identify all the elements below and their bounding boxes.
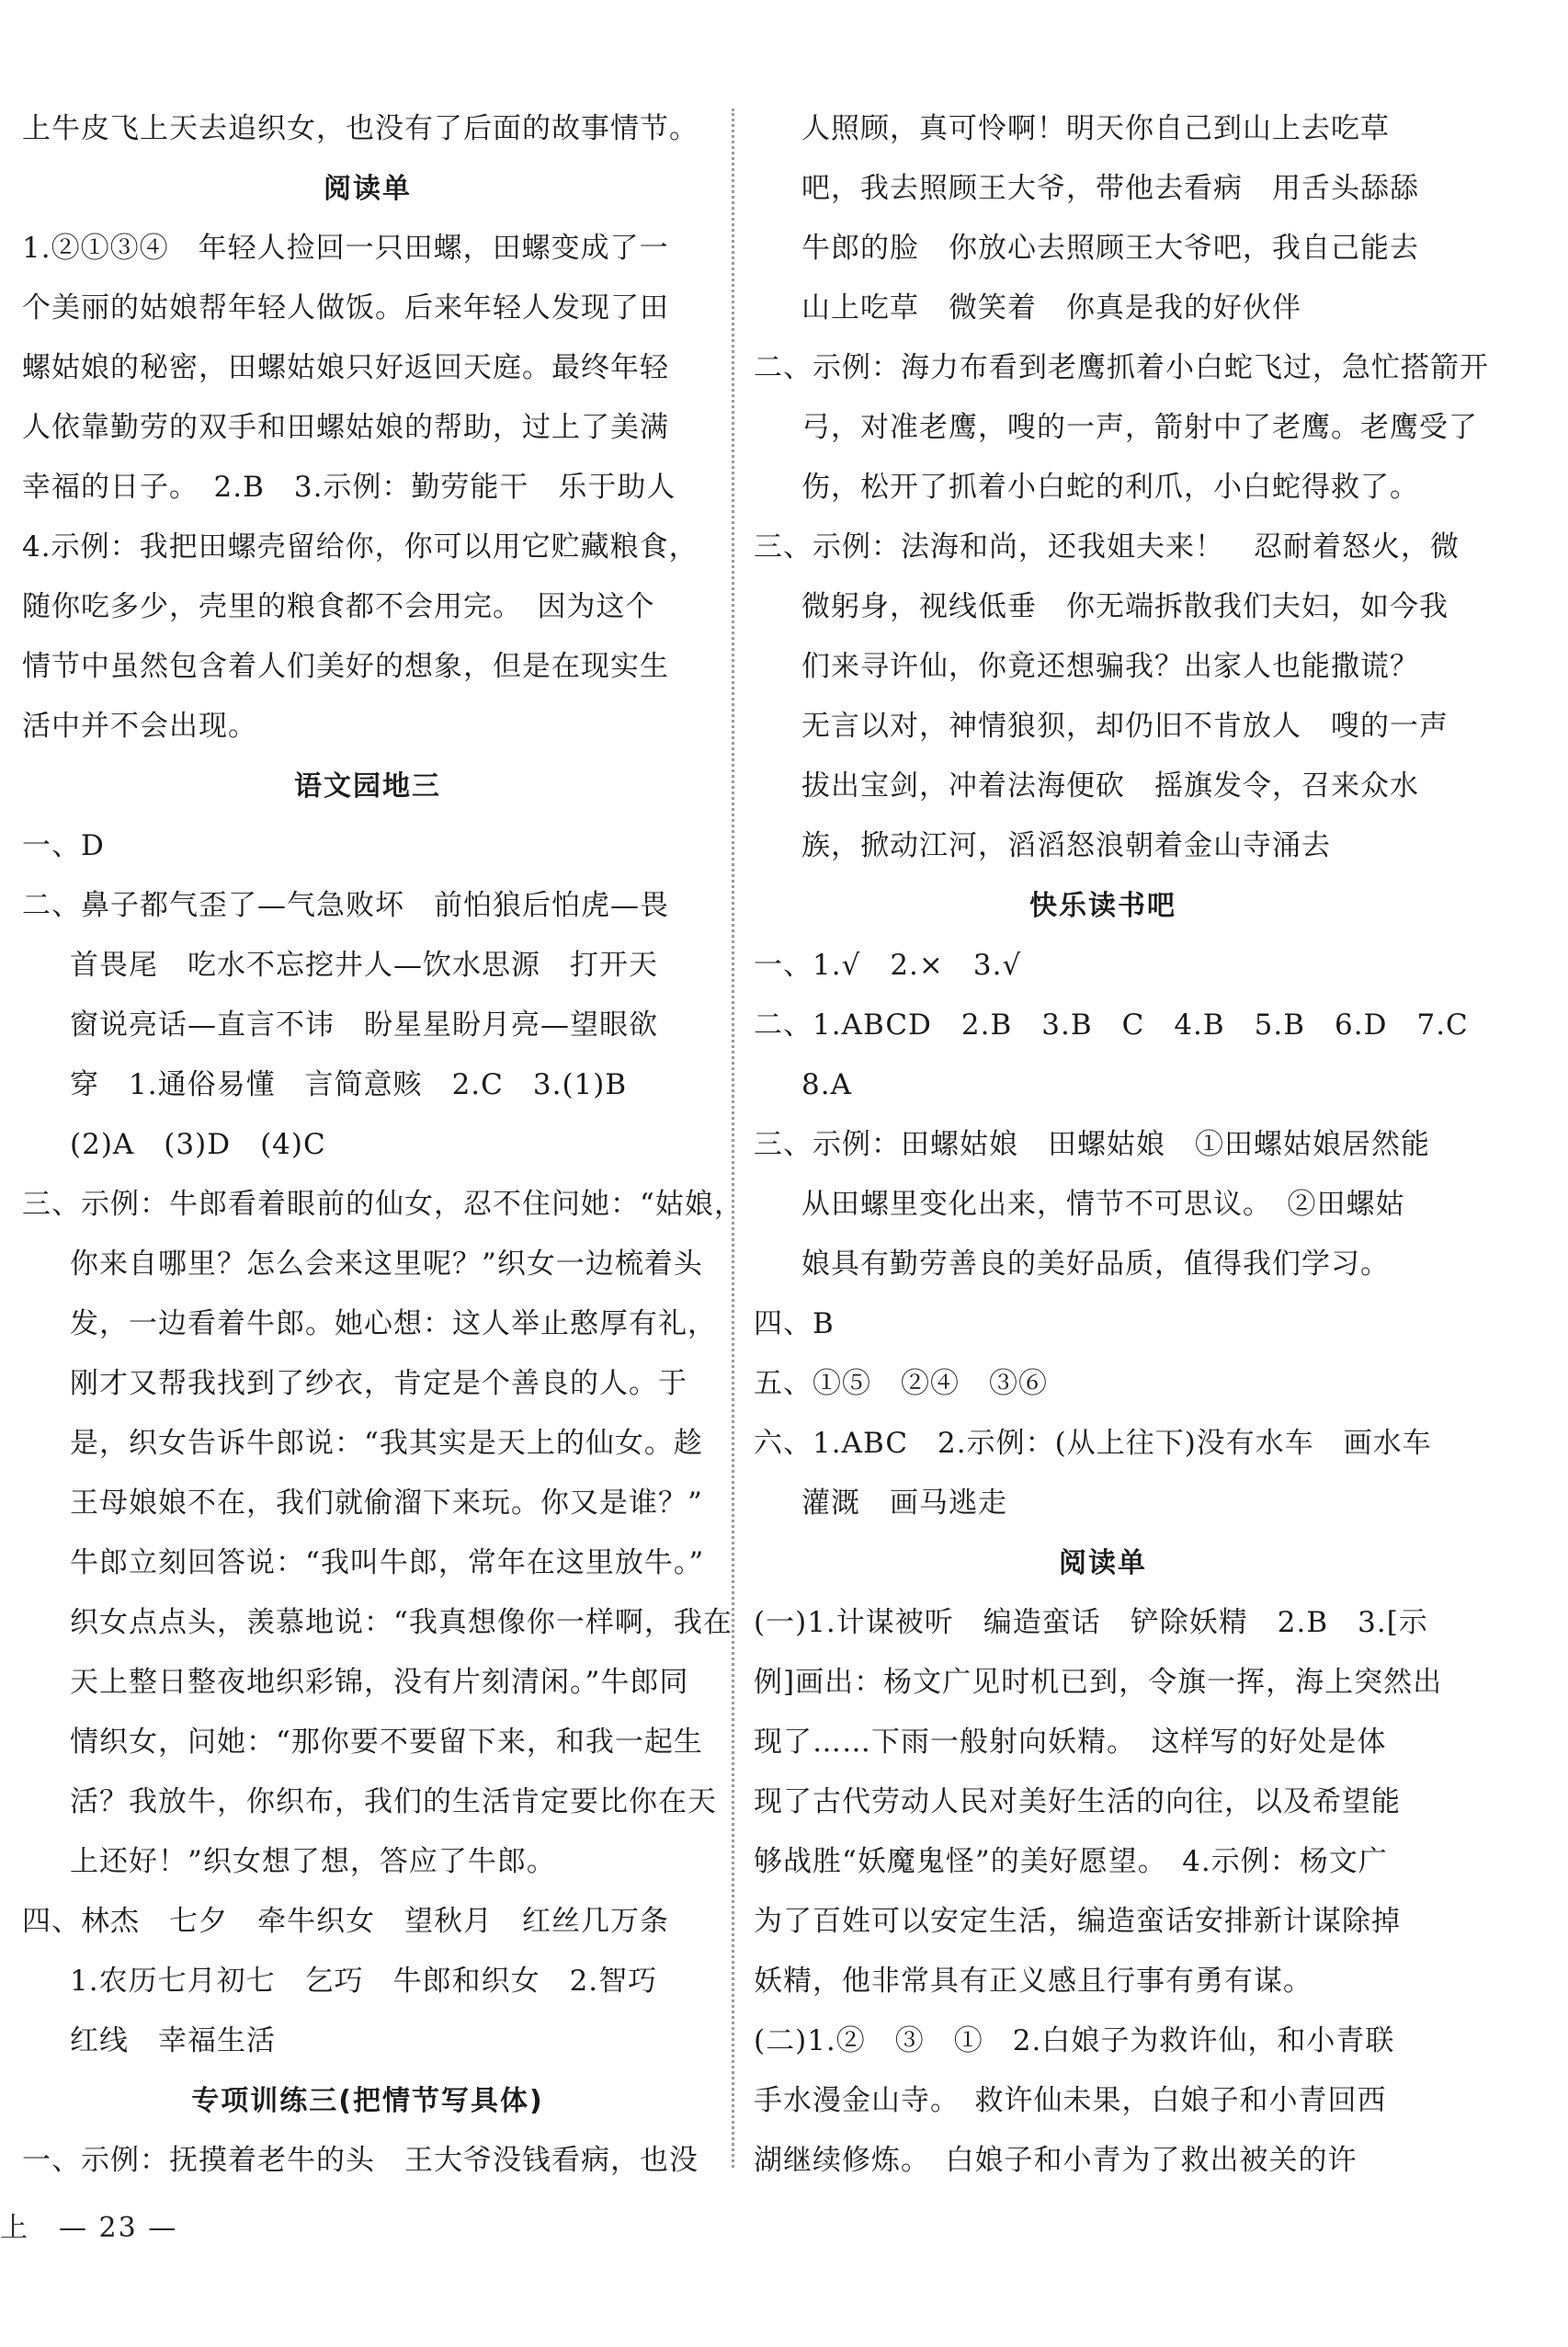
text-line: 牛郎立刻回答说：“我叫牛郎，常年在这里放牛。” [70, 1546, 705, 1579]
text-line: 二、1.ABCD 2.B 3.B C 4.B 5.B 6.D 7.C [754, 1008, 1469, 1042]
text-line: 为了百姓可以安定生活，编造蛮话安排新计谋除掉 [754, 1905, 1401, 1938]
text-line: 现了古代劳动人民对美好生活的向往，以及希望能 [754, 1785, 1401, 1818]
text-line: 够战胜“妖魔鬼怪”的美好愿望。 4.示例：杨文广 [754, 1845, 1388, 1878]
text-line: 吧，我去照顾王大爷，带他去看病 用舌头舔舔 [801, 172, 1419, 205]
text-line: 上还好！”织女想了想，答应了牛郎。 [70, 1845, 556, 1878]
text-line: 人照顾，真可怜啊！明天你自己到山上去吃草 [801, 112, 1390, 145]
text-line: 上牛皮飞上天去追织女，也没有了后面的故事情节。 [22, 112, 699, 145]
text-line: 是，织女告诉牛郎说：“我其实是天上的仙女。趁 [70, 1427, 703, 1460]
text-line: 弓，对准老鹰，嗖的一声，箭射中了老鹰。老鹰受了 [801, 411, 1478, 444]
text-line: 个美丽的姑娘帮年轻人做饭。后来年轻人发现了田 [22, 291, 669, 325]
right-column [754, 99, 1489, 2191]
text-line: 二、示例：海力布看到老鹰抓着小白蛇飞过，急忙搭箭开 [754, 351, 1489, 384]
text-line: 织女点点头，羡慕地说：“我真想像你一样啊，我在 [70, 1606, 733, 1639]
text-line: 8.A [801, 1068, 852, 1101]
column-divider [732, 108, 734, 2168]
text-line: 灌溉 画马逃走 [801, 1487, 1007, 1520]
text-line: 三、示例：牛郎看着眼前的仙女，忍不住问她：“姑娘， [22, 1188, 744, 1221]
section-heading: 语文园地三 [294, 770, 441, 803]
text-line: (一)1.计谋被听 编造蛮话 铲除妖精 2.B 3.[示 [754, 1606, 1428, 1639]
text-line: 天上整日整夜地织彩锦，没有片刻清闲。”牛郎同 [70, 1666, 689, 1699]
text-line: 活？我放牛，你织布，我们的生活肯定要比你在天 [70, 1785, 717, 1818]
text-line: (2)A (3)D (4)C [70, 1128, 326, 1161]
text-line: 1.农历七月初七 乞巧 牛郎和织女 2.智巧 [70, 1965, 658, 1998]
text-line: 王母娘娘不在，我们就偷溜下来玩。你又是谁？” [70, 1487, 703, 1520]
text-line: 五、①⑤ ②④ ③⑥ [754, 1367, 1048, 1400]
text-line: 情节中虽然包含着人们美好的想象，但是在现实生 [22, 650, 669, 683]
text-line: 活中并不会出现。 [22, 710, 257, 743]
text-line: 4.示例：我把田螺壳留给你，你可以用它贮藏粮食， [22, 530, 699, 564]
text-line: 首畏尾 吃水不忘挖井人—饮水思源 打开天 [70, 949, 658, 982]
text-line: 一、示例：抚摸着老牛的头 王大爷没钱看病，也没 [22, 2144, 699, 2177]
text-line: 一、1.√ 2.× 3.√ [754, 949, 1022, 982]
text-line: 刚才又帮我找到了纱衣，肯定是个善良的人。于 [70, 1367, 687, 1400]
page-footer: 上 — 23 — [0, 2212, 178, 2244]
text-line: 手水漫金山寺。 救许仙未果，白娘子和小青回西 [754, 2084, 1387, 2117]
text-line: 拔出宝剑，冲着法海便砍 摇旗发令，召来众水 [801, 769, 1419, 803]
text-line: 螺姑娘的秘密，田螺姑娘只好返回天庭。最终年轻 [22, 351, 669, 384]
section-heading: 专项训练三(把情节写具体) [191, 2085, 544, 2117]
text-line: 六、1.ABC 2.示例：(从上往下)没有水车 画水车 [754, 1427, 1432, 1460]
left-column [22, 99, 744, 2191]
text-line: 族，掀动江河，滔滔怒浪朝着金山寺涌去 [801, 829, 1331, 862]
text-line: (二)1.② ③ ① 2.白娘子为救许仙，和小青联 [754, 2024, 1395, 2057]
text-line: 穿 1.通俗易懂 言简意赅 2.C 3.(1)B [70, 1068, 628, 1101]
text-line: 幸福的日子。 2.B 3.示例：勤劳能干 乐于助人 [22, 471, 676, 504]
text-line: 四、B [754, 1307, 835, 1340]
text-line: 人依靠勤劳的双手和田螺姑娘的帮助，过上了美满 [22, 411, 669, 444]
text-line: 三、示例：田螺姑娘 田螺姑娘 ①田螺姑娘居然能 [754, 1128, 1430, 1161]
text-line: 伤，松开了抓着小白蛇的利爪，小白蛇得救了。 [801, 471, 1419, 504]
text-line: 例]画出：杨文广见时机已到，令旗一挥，海上突然出 [754, 1666, 1443, 1699]
text-line: 二、鼻子都气歪了—气急败坏 前怕狼后怕虎—畏 [22, 889, 669, 922]
section-heading: 快乐读书吧 [1029, 890, 1176, 922]
section-heading: 阅读单 [324, 173, 412, 205]
text-line: 微躬身，视线低垂 你无端拆散我们夫妇，如今我 [801, 590, 1449, 623]
text-line: 1.②①③④ 年轻人捡回一只田螺，田螺变成了一 [22, 232, 669, 265]
section-heading: 阅读单 [1059, 1547, 1147, 1579]
text-line: 妖精，他非常具有正义感且行事有勇有谋。 [754, 1965, 1312, 1998]
text-line: 发，一边看着牛郎。她心想：这人举止憨厚有礼， [70, 1307, 717, 1340]
text-line: 山上吃草 微笑着 你真是我的好伙伴 [801, 291, 1301, 325]
text-line: 牛郎的脸 你放心去照顾王大爷吧，我自己能去 [801, 232, 1419, 265]
text-line: 你来自哪里？怎么会来这里呢？”织女一边梳着头 [70, 1248, 703, 1281]
text-line: 从田螺里变化出来，情节不可思议。 ②田螺姑 [801, 1188, 1405, 1221]
text-line: 现了……下雨一般射向妖精。 这样写的好处是体 [754, 1726, 1387, 1759]
text-line: 红线 幸福生活 [70, 2024, 276, 2057]
text-line: 湖继续修炼。 白娘子和小青为了救出被关的许 [754, 2144, 1358, 2177]
text-line: 们来寻许仙，你竟还想骗我？出家人也能撒谎？ [801, 650, 1419, 683]
text-line: 四、林杰 七夕 牵牛织女 望秋月 红丝几万条 [22, 1905, 669, 1938]
text-line: 情织女，问她：“那你要不要留下来，和我一起生 [70, 1726, 703, 1759]
text-line: 随你吃多少，壳里的粮食都不会用完。 因为这个 [22, 590, 655, 623]
text-line: 无言以对，神情狼狈，却仍旧不肯放人 嗖的一声 [801, 710, 1449, 743]
text-line: 窗说亮话—直言不讳 盼星星盼月亮—望眼欲 [70, 1008, 658, 1042]
text-line: 娘具有勤劳善良的美好品质，值得我们学习。 [801, 1248, 1390, 1281]
text-line: 三、示例：法海和尚，还我姐夫来！ 忍耐着怒火，微 [754, 530, 1460, 564]
text-line: 一、D [22, 829, 105, 862]
